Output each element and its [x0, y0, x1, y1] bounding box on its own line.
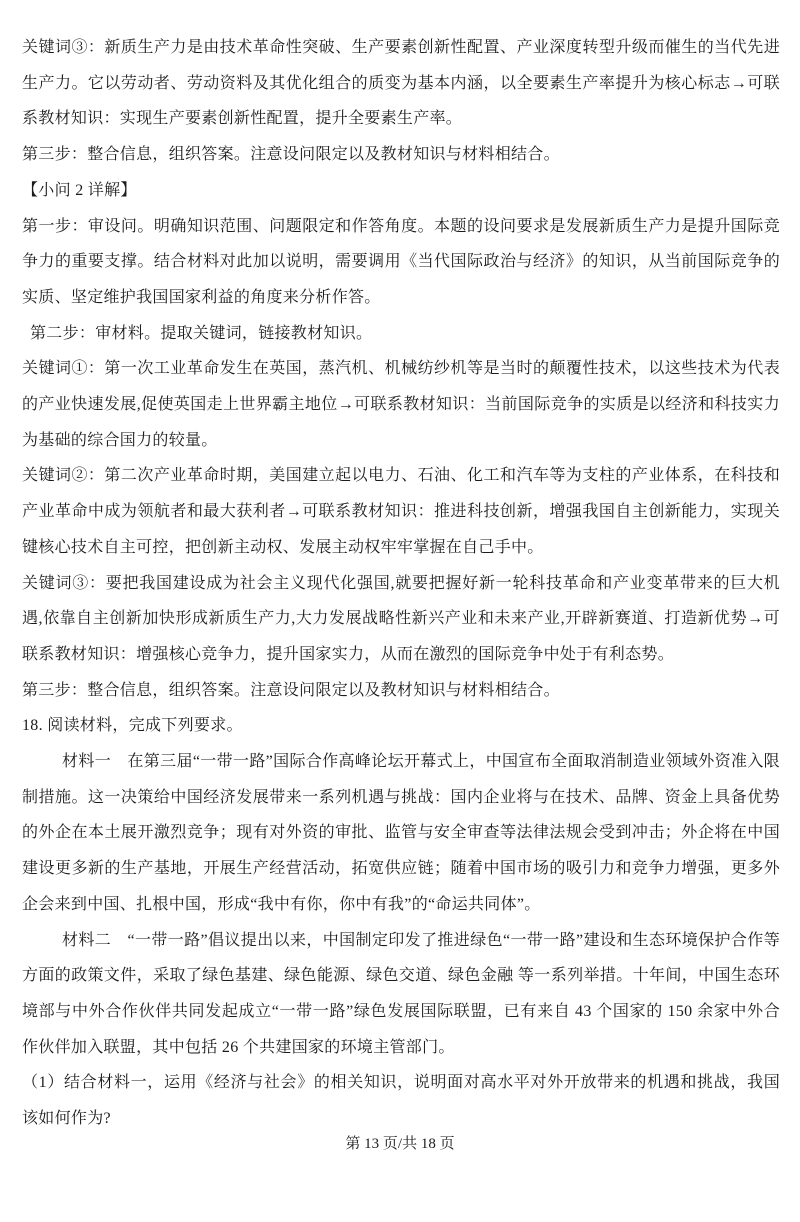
question-18-stem: 18. 阅读材料，完成下列要求。 — [22, 717, 243, 735]
paragraph-step3-answer1: 第三步：整合信息，组织答案。注意设问限定以及教材知识与材料相结合。 — [22, 146, 560, 164]
paragraph-keyword1: 关键词①：第一次工业革命发生在英国，蒸汽机、机械纺纱机等是当时的颠覆性技术，以这些技术为代表的产业快速发展,促使英国走上世界霸主地位→可联系教材知识：当前国际竞争的实质是以经济和科技实力为基础的综合国力的较量。 — [22, 360, 780, 449]
paragraph-keyword3-answer1: 关键词③：新质生产力是由技术革命性突破、生产要素创新性配置、产业深度转型升级而催生的当代先进生产力。它以劳动者、劳动资料及其优化组合的质变为基本内涵，以全要素生产率提升为核心标志→可联系教材知识：实现生产要素创新性配置，提升全要素生产率。 — [22, 39, 780, 128]
paragraph-step3: 第三步：整合信息，组织答案。注意设问限定以及教材知识与材料相结合。 — [22, 681, 560, 699]
paragraph-keyword2: 关键词②：第二次产业革命时期，美国建立起以电力、石油、化工和汽车等为支柱的产业体系，在科技和产业革命中成为领航者和最大获利者→可联系教材知识：推进科技创新，增强我国自主创新能力，实现关键核心技术自主可控，把创新主动权、发展主动权牢牢掌握在自己手中。 — [22, 467, 780, 556]
paragraph-step2: 第二步：审材料。提取关键词，链接教材知识。 — [30, 324, 373, 342]
heading-subquestion2-explain: 【小问 2 详解】 — [22, 181, 137, 199]
paragraph-material-1: 材料一 在第三届“一带一路”国际合作高峰论坛开幕式上，中国宣布全面取消制造业领域外资准入限制措施。这一决策给中国经济发展带来一系列机遇与挑战：国内企业将与在技术、品牌、资金上具备优势的外企在本土展开激烈竞争；现有对外资的审批、监管与安全审查等法律法规会受到冲击；外企将在中国建设更多新的生产基地，开展生产经营活动，拓宽供应链；随着中国市场的吸引力和竞争力增强，更多外企会来到中国、扎根中国，形成“我中有你，你中有我”的“命运共同体”。 — [22, 753, 780, 913]
paragraph-material-2: 材料二 “一带一路”倡议提出以来，中国制定印发了推进绿色“一带一路”建设和生态环境保护合作等方面的政策文件，采取了绿色基建、绿色能源、绿色交道、绿色金融 等一系列举措。十年间，中国生态环境部与中外合作伙伴共同发起成立“一带一路”绿色发展国际联盟，已有来自 43 个国家的 150 余家中外合作伙伴加入联盟，其中包括 26 个共建国家的环境主管部门。 — [22, 931, 780, 1056]
paragraph-step1: 第一步：审设问。明确知识范围、问题限定和作答角度。本题的设问要求是发展新质生产力是提升国际竞争力的重要支撑。结合材料对此加以说明，需要调用《当代国际政治与经济》的知识，从当前国际竞争的实质、坚定维护我国国家利益的角度来分析作答。 — [22, 217, 780, 306]
question-18-part1: （1）结合材料一，运用《经济与社会》的相关知识，说明面对高水平对外开放带来的机遇和挑战，我国该如何作为? — [22, 1074, 780, 1128]
page-number-footer: 第 13 页/共 18 页 — [345, 1136, 455, 1152]
paragraph-keyword3: 关键词③：要把我国建设成为社会主义现代化强国,就要把握好新一轮科技革命和产业变革带来的巨大机遇,依靠自主创新加快形成新质生产力,大力发展战略性新兴产业和未来产业,开辟新赛道、打造新优势→可联系教材知识：增强核心竞争力，提升国家实力，从而在激烈的国际竞争中处于有利态势。 — [22, 574, 780, 663]
